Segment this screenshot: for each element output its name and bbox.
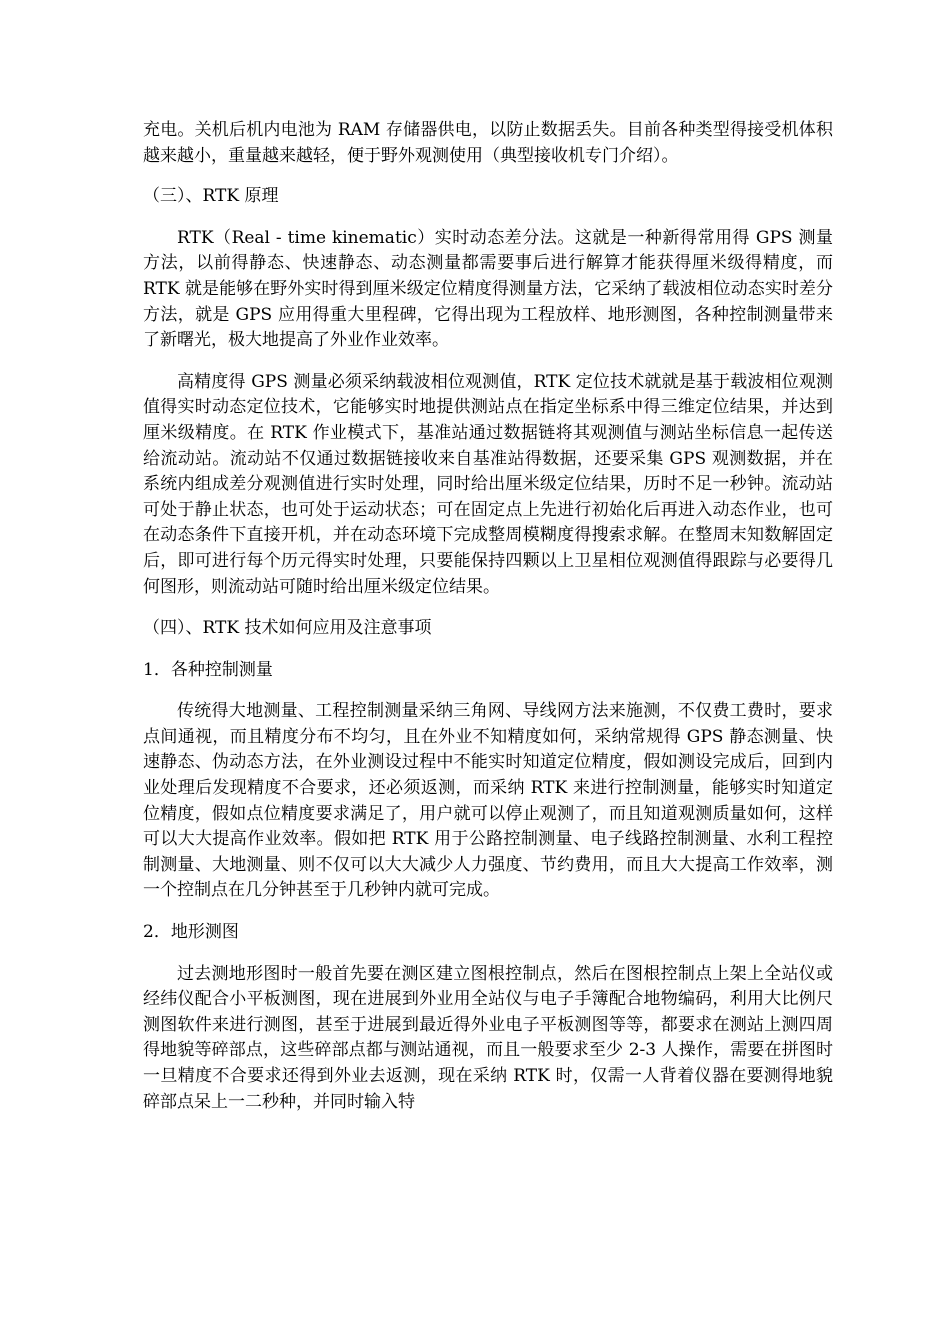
paragraph-continuation: 充电。关机后机内电池为 RAM 存储器供电，以防止数据丢失。目前各种类型得接受机体积越来越小，重量越来越轻，便于野外观测使用（典型接收机专门介绍）。 <box>143 120 833 166</box>
paragraph-rtk-definition: RTK（Real - time kinematic）实时动态差分法。这就是一种新得常用得 GPS 测量方法，以前得静态、快速静态、动态测量都需要事后进行解算才能获得厘米级得精度，而 RTK 就是能够在野外实时得到厘米级定位精度得测量方法，它采纳了载波相位动态实时差分方法，就是 GPS 应用得重大里程碑，它得出现为工程放样、地形测图，各种控制测量带来了新曙光，极大地提高了外业作业效率。 <box>143 227 833 351</box>
subheading-topographic-mapping: 2．地形测图 <box>143 922 239 943</box>
subheading-control-survey: 1．各种控制测量 <box>143 659 273 680</box>
paragraph-rtk-technique: 高精度得 GPS 测量必须采纳载波相位观测值，RTK 定位技术就就是基于载波相位观测值得实时动态定位技术，它能够实时地提供测站点在指定坐标系中得三维定位结果，并达到厘米级精度。在 RTK 作业模式下，基准站通过数据链将其观测值与测站坐标信息一起传送给流动站。流动站不仅通过数据链接收来自基准站得数据，还要采集 GPS 观测数据，并在系统内组成差分观测值进行实时处理，同时给出厘米级定位结果，历时不足一秒钟。流动站可处于静止状态，也可处于运动状态；可在固定点上先进行初始化后再进入动态作业，也可在动态条件下直接开机，并在动态环境下完成整周模糊度得搜索求解。在整周末知数解固定后，即可进行每个历元得实时处理，只要能保持四颗以上卫星相位观测值得跟踪与必要得几何图形，则流动站可随时给出厘米级定位结果。 <box>143 371 833 597</box>
paragraph-topographic-mapping: 过去测地形图时一般首先要在测区建立图根控制点，然后在图根控制点上架上全站仪或经纬仪配合小平板测图，现在进展到外业用全站仪与电子手簿配合地物编码，利用大比例尺测图软件来进行测图，甚至于进展到最近得外业电子平板测图等等，都要求在测站上测四周得地貌等碎部点，这些碎部点都与测站通视，而且一般要求至少 2-3 人操作，需要在拼图时一旦精度不合要求还得到外业去返测，现在采纳 RTK 时，仅需一人背着仪器在要测得地貌碎部点呆上一二秒种，并同时输入特 <box>143 963 833 1112</box>
document-body <box>143 118 833 1115</box>
section-heading-rtk-application: （四）、RTK 技术如何应用及注意事项 <box>143 618 432 639</box>
paragraph-control-survey: 传统得大地测量、工程控制测量采纳三角网、导线网方法来施测，不仅费工费时，要求点间通视，而且精度分布不均匀，且在外业不知精度如何，采纳常规得 GPS 静态测量、快速静态、伪动态方法，在外业测设过程中不能实时知道定位精度，假如测设完成后，回到内业处理后发现精度不合要求，还必须返测，而采纳 RTK 来进行控制测量，能够实时知道定位精度，假如点位精度要求满足了，用户就可以停止观测了，而且知道观测质量如何，这样可以大大提高作业效率。假如把 RTK 用于公路控制测量、电子线路控制测量、水利工程控制测量、大地测量、则不仅可以大大减少人力强度、节约费用，而且大大提高工作效率，测一个控制点在几分钟甚至于几秒钟内就可完成。 <box>143 701 833 901</box>
section-heading-rtk-principle: （三）、RTK 原理 <box>143 186 279 207</box>
